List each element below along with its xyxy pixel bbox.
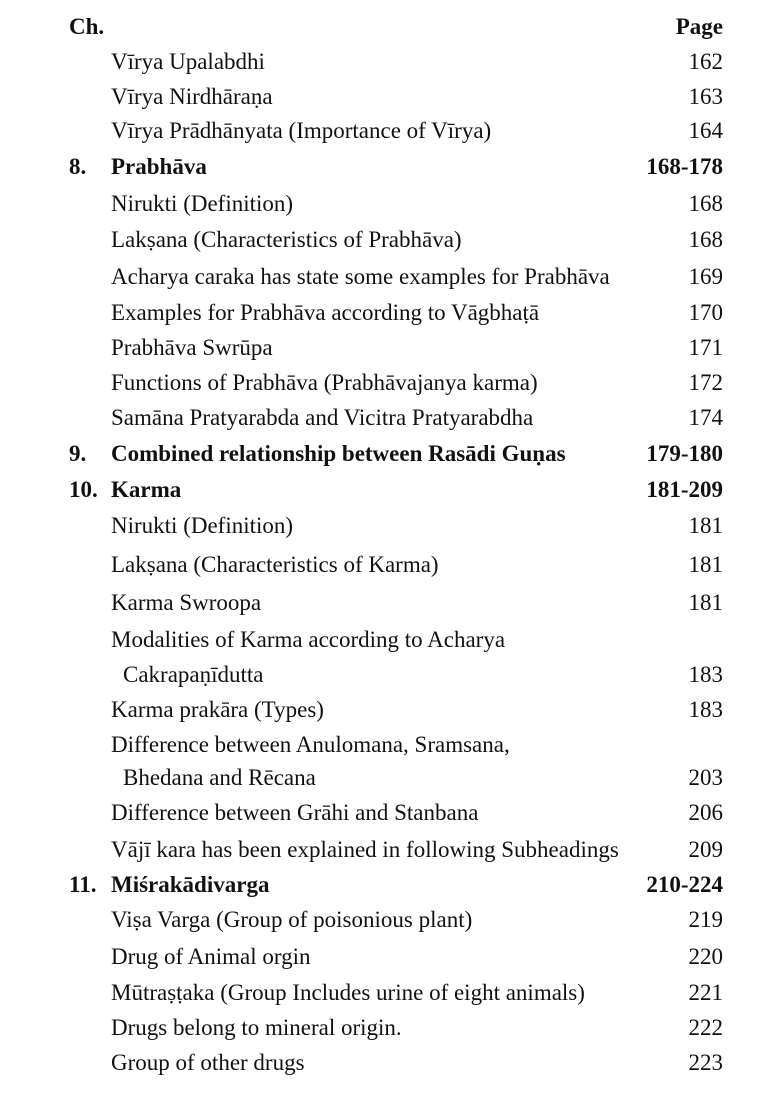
page-number: 179-180 <box>646 441 723 466</box>
entry-title: Mūtraṣṭaka (Group Includes urine of eight animals) <box>111 980 585 1005</box>
entry-title: Lakṣana (Characteristics of Prabhāva) <box>111 227 462 252</box>
page-number: 171 <box>688 335 723 360</box>
page-number: 168 <box>688 191 723 216</box>
toc-entry-row <box>0 223 780 257</box>
page-number: 181 <box>688 590 723 615</box>
page-number: 183 <box>688 697 723 722</box>
toc-entry-row <box>0 80 780 114</box>
chapter-number: 8. <box>69 154 87 179</box>
toc-entry-row <box>0 796 780 830</box>
page-number: 183 <box>688 662 723 687</box>
page-number: 172 <box>688 370 723 395</box>
entry-title: Functions of Prabhāva (Prabhāvajanya karma) <box>111 370 538 395</box>
toc-entry-row <box>0 45 780 79</box>
page-number: 220 <box>688 944 723 969</box>
entry-title: Vīrya Nirdhāraṇa <box>111 84 273 109</box>
entry-title: Nirukti (Definition) <box>111 191 294 216</box>
page-number: 203 <box>688 765 723 790</box>
chapter-number: 9. <box>69 441 87 466</box>
toc-entry-row <box>0 903 780 937</box>
page-number: 164 <box>688 118 723 143</box>
toc-entry-row <box>0 623 780 657</box>
entry-title: Vīrya Upalabdhi <box>111 49 265 74</box>
page-number: 170 <box>688 300 723 325</box>
page-number: 219 <box>688 907 723 932</box>
toc-entry-row <box>0 331 780 365</box>
chapter-number: 11. <box>69 872 97 897</box>
page-number: 168-178 <box>646 154 723 179</box>
page-number: 223 <box>688 1050 723 1075</box>
toc-entry-row <box>0 548 780 582</box>
entry-title: Karma prakāra (Types) <box>111 697 324 722</box>
entry-title: Examples for Prabhāva according to Vāgbhaṭā <box>111 300 540 325</box>
page-number: 206 <box>688 800 723 825</box>
toc-entry-row <box>0 728 780 762</box>
page-number: 181-209 <box>646 477 723 502</box>
page-number: 163 <box>688 84 723 109</box>
toc-entry-row <box>0 509 780 543</box>
page-number: 221 <box>688 980 723 1005</box>
toc-entry-row <box>0 1046 780 1080</box>
page-number: 222 <box>688 1015 723 1040</box>
entry-title: Vīrya Prādhānyata (Importance of Vīrya) <box>111 118 492 143</box>
toc-entry-row <box>0 1011 780 1045</box>
chapter-number: 10. <box>69 477 98 502</box>
entry-title: Nirukti (Definition) <box>111 513 294 538</box>
toc-entry-row <box>0 296 780 330</box>
page-number: 168 <box>688 227 723 252</box>
entry-title: Bhedana and Rēcana <box>123 765 316 790</box>
toc-entry-row <box>0 693 780 727</box>
toc-entry-row <box>0 976 780 1010</box>
toc-entry-row <box>0 940 780 974</box>
entry-title: Drugs belong to mineral origin. <box>111 1015 402 1040</box>
entry-title: Modalities of Karma according to Acharya <box>111 627 506 652</box>
page-number: 162 <box>688 49 723 74</box>
entry-title: Miśrakādivarga <box>111 872 270 897</box>
toc-entry-row <box>0 260 780 294</box>
entry-title: Difference between Anulomana, Sramsana, <box>111 732 510 757</box>
toc-chapter-row <box>0 437 780 471</box>
entry-title: Prabhāva <box>111 154 207 179</box>
toc-entry-row <box>0 366 780 400</box>
entry-title: Lakṣana (Characteristics of Karma) <box>111 552 439 577</box>
entry-title: Karma <box>111 477 182 502</box>
toc-entry-row <box>0 761 780 795</box>
toc-entry-row <box>0 658 780 692</box>
page-number: 174 <box>688 405 723 430</box>
page-number: 181 <box>688 513 723 538</box>
page-column-label: Page <box>675 14 723 39</box>
entry-title: Viṣa Varga (Group of poisonious plant) <box>111 907 473 932</box>
toc-chapter-row <box>0 868 780 902</box>
entry-title: Karma Swroopa <box>111 590 262 615</box>
page-number: 181 <box>688 552 723 577</box>
toc-header <box>0 10 780 44</box>
page-number: 210-224 <box>646 872 723 897</box>
entry-title: Difference between Grāhi and Stanbana <box>111 800 479 825</box>
toc-entry-row <box>0 114 780 148</box>
entry-title: Vājī kara has been explained in following Subheadings <box>111 837 619 862</box>
toc-chapter-row <box>0 150 780 184</box>
page-number: 169 <box>688 264 723 289</box>
chapter-column-label: Ch. <box>69 14 105 39</box>
entry-title: Samāna Pratyarabda and Vicitra Pratyarabdha <box>111 405 534 430</box>
entry-title: Group of other drugs <box>111 1050 305 1075</box>
toc-entry-row <box>0 833 780 867</box>
entry-title: Combined relationship between Rasādi Guṇas <box>111 441 566 466</box>
toc-entry-row <box>0 401 780 435</box>
toc-entry-row <box>0 187 780 221</box>
entry-title: Drug of Animal orgin <box>111 944 311 969</box>
page-number: 209 <box>688 837 723 862</box>
entry-title: Cakrapaṇīdutta <box>123 662 264 687</box>
toc-entry-row <box>0 586 780 620</box>
entry-title: Acharya caraka has state some examples for Prabhāva <box>111 264 610 289</box>
entry-title: Prabhāva Swrūpa <box>111 335 273 360</box>
toc-chapter-row <box>0 473 780 507</box>
